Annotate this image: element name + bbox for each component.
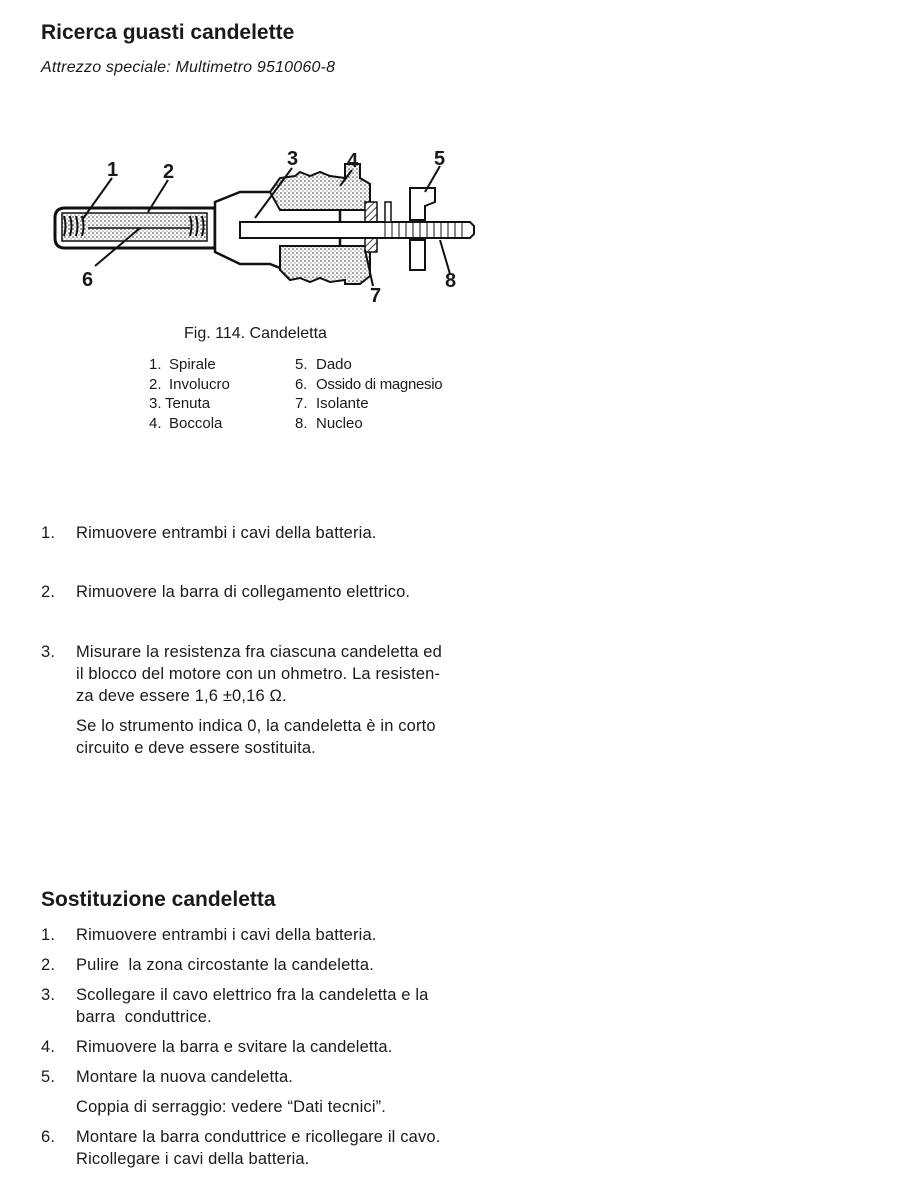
step-note: Coppia di serraggio: vedere “Dati tecnici”.: [76, 1098, 387, 1116]
legend-item: 1. Spirale: [149, 356, 216, 373]
step-item: 3. Scollegare il cavo elettrico fra la candeletta e la barra conduttrice.: [41, 986, 429, 1026]
special-tool-subtitle: Attrezzo speciale: Multimetro 9510060-8: [41, 59, 336, 76]
legend-item: 4. Boccola: [149, 414, 223, 432]
section-title-troubleshooting: Ricerca guasti candelette: [41, 21, 295, 44]
step-item: 1. Rimuovere entrambi i cavi della batteria.: [41, 524, 377, 542]
callout-7: 7: [370, 285, 382, 307]
step-item: 4. Rimuovere la barra e svitare la candeletta.: [41, 1038, 393, 1056]
callout-2: 2: [163, 161, 175, 183]
callout-6: 6: [82, 269, 94, 291]
legend-item: 5. Dado: [295, 356, 352, 373]
callout-5: 5: [434, 148, 446, 170]
step-item: 3. Misurare la resistenza fra ciascuna candeletta ed il blocco del motore con un ohmetro. La resisten- za deve essere 1,6 ±0,16 Ω. Se lo strumento indica 0, la candeletta è in corto circuito e deve essere sostituita.: [41, 641, 501, 761]
callout-1: 1: [107, 159, 119, 181]
legend-item: 7. Isolante: [295, 395, 369, 412]
callout-4: 4: [347, 150, 359, 172]
legend-left: [149, 355, 289, 433]
legend-item: 8. Nucleo: [295, 414, 363, 432]
legend-right: [295, 355, 495, 433]
callout-8: 8: [445, 270, 457, 292]
legend-item: 6. Ossido di magnesio: [295, 375, 443, 393]
step-item: 6. Montare la barra conduttrice e ricollegare il cavo. Ricollegare i cavi della batteria.: [41, 1128, 441, 1168]
figure-caption: Fig. 114. Candeletta: [184, 325, 327, 342]
step-item: 5. Montare la nuova candeletta. Coppia di serraggio: vedere “Dati tecnici”.: [41, 1066, 501, 1118]
legend-item: 2. Involucro: [149, 375, 230, 393]
step-item: 1. Rimuovere entrambi i cavi della batteria.: [41, 926, 377, 944]
callout-3: 3: [287, 148, 299, 170]
legend-item: 3. Tenuta: [149, 395, 211, 412]
step-item: 2. Rimuovere la barra di collegamento elettrico.: [41, 583, 411, 601]
step-item: 2. Pulire la zona circostante la candeletta.: [41, 956, 374, 974]
step-note: Se lo strumento indica 0, la candeletta è in corto: [76, 717, 436, 735]
section-title-replacement: Sostituzione candeletta: [41, 888, 276, 911]
step-note: circuito e deve essere sostituita.: [76, 739, 316, 757]
